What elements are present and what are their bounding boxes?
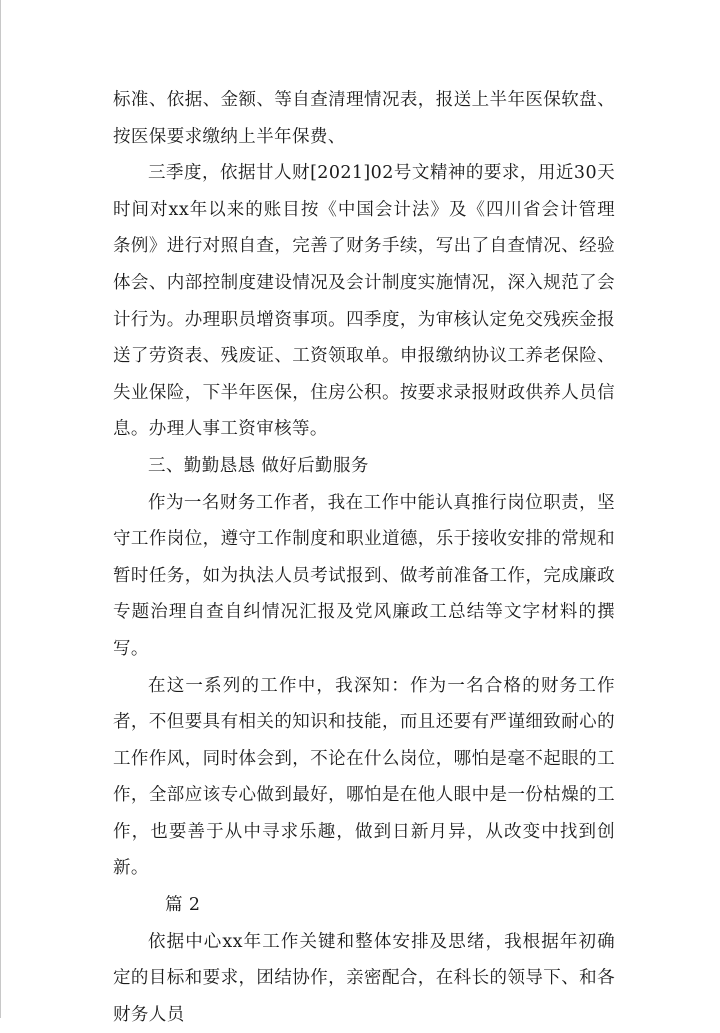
section-heading-logistics: 三、勤勤恳恳 做好后勤服务: [148, 455, 369, 476]
paragraph-continued: 标准、依据、金额、等自查清理情况表，报送上半年医保软盘、按医保要求缴纳上半年保费、: [113, 90, 615, 147]
paragraph-reflection: 在这一系列的工作中，我深知：作为一名合格的财务工作者，不但要具有相关的知识和技能，而且还要有严谨细致耐心的工作作风，同时体会到，不论在什么岗位，哪怕是毫不起眼的工作，全部应该专心做到最好，哪怕是在他人眼中是一份枯燥的工作，也要善于从中寻求乐趣，做到日新月异，从改变中找到创新。: [113, 675, 615, 879]
chapter-heading-part-2: 篇 2: [165, 895, 201, 916]
paragraph-part-2-intro: 依据中心xx年工作关键和整体安排及思绪，我根据年初确定的目标和要求，团结协作，亲密配合，在科长的领导下、和各财务人员: [113, 931, 615, 1025]
paragraph-finance-worker: 作为一名财务工作者，我在工作中能认真推行岗位职责，坚守工作岗位，遵守工作制度和职业道德，乐于接收安排的常规和暂时任务，如为执法人员考试报到、做考前准备工作，完成廉政专题治理自查自纠情况汇报及党风廉政工总结等文字材料的撰写。: [113, 492, 615, 659]
document-body: [113, 82, 615, 1033]
paragraph-third-quarter: 三季度，依据甘人财[2021]02号文精神的要求，用近30天时间对xx年以来的账目按《中国会计法》及《四川省会计管理条例》进行对照自查，完善了财务手续，写出了自查情况、经验体会、内部控制度建设情况及会计制度实施情况，深入规范了会计行为。办理职员增资事项。四季度，为审核认定免交残疾金报送了劳资表、残废证、工资领取单。申报缴纳协议工养老保险、失业保险，下半年医保，住房公积。按要求录报财政供养人员信息。办理人事工资审核等。: [113, 163, 615, 440]
